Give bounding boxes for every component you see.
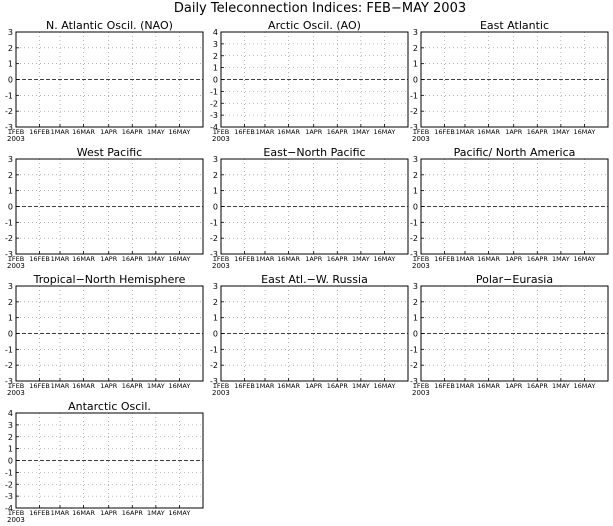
x-tick-label: 1MAY <box>552 128 570 136</box>
panel-title: East Atlantic <box>479 19 550 32</box>
x-tick-label: 1APR <box>305 382 323 390</box>
x-tick-label: 16APR <box>121 128 143 136</box>
year-label: 2003 <box>7 262 25 270</box>
x-tick-label: 16APR <box>121 509 143 517</box>
y-tick-label: 3 <box>212 282 218 291</box>
y-tick-label: -4 <box>210 123 218 132</box>
x-tick-label: 16MAR <box>277 255 300 263</box>
x-tick-label: 1FEB <box>7 509 25 517</box>
y-tick-label: 0 <box>7 202 13 212</box>
x-tick-label: 16MAR <box>477 382 500 390</box>
y-tick-label: -4 <box>5 504 13 513</box>
y-tick-label: 2 <box>412 170 418 180</box>
y-tick-label: 1 <box>412 59 418 69</box>
y-tick-label: -2 <box>5 480 13 490</box>
panel-grid <box>5 19 608 524</box>
x-tick-label: 16FEB <box>234 382 255 390</box>
year-label: 2003 <box>7 135 25 143</box>
y-tick-label: -1 <box>210 87 218 97</box>
y-tick-label: -3 <box>210 250 218 259</box>
y-tick-label: -2 <box>5 107 13 117</box>
y-tick-label: 2 <box>7 170 13 180</box>
y-tick-label: 3 <box>412 28 418 37</box>
x-tick-label: 1MAR <box>255 255 275 263</box>
x-tick-label: 16FEB <box>434 128 455 136</box>
panel-east-atlantic <box>410 19 608 143</box>
x-tick-label: 16MAR <box>277 382 300 390</box>
y-tick-label: 1 <box>7 444 13 454</box>
panel-title: Pacific/ North America <box>453 146 576 159</box>
x-tick-label: 16FEB <box>434 255 455 263</box>
x-tick-label: 16FEB <box>434 382 455 390</box>
y-tick-label: 4 <box>7 409 13 418</box>
x-tick-label: 16FEB <box>234 255 255 263</box>
y-tick-label: 0 <box>7 456 13 466</box>
panel-west-pacific <box>5 146 203 270</box>
x-tick-label: 1MAY <box>147 509 165 517</box>
x-tick-label: 16FEB <box>29 382 50 390</box>
panel-east-north-pacific <box>210 146 408 270</box>
x-tick-label: 1MAR <box>255 128 275 136</box>
x-tick-label: 16MAR <box>477 255 500 263</box>
x-tick-label: 1APR <box>100 509 118 517</box>
y-tick-label: 1 <box>212 63 218 73</box>
x-tick-label: 1APR <box>505 382 523 390</box>
x-tick-label: 1APR <box>100 255 118 263</box>
y-tick-label: 2 <box>212 51 218 61</box>
y-tick-label: 2 <box>7 43 13 53</box>
x-tick-label: 16MAY <box>168 509 191 517</box>
figure-title: Daily Teleconnection Indices: FEB−MAY 2003 <box>173 1 467 16</box>
y-tick-label: 1 <box>7 313 13 323</box>
y-tick-label: 1 <box>212 186 218 196</box>
x-tick-label: 16MAR <box>72 255 95 263</box>
y-tick-label: 1 <box>412 313 418 323</box>
y-tick-label: 3 <box>7 155 13 164</box>
x-tick-label: 1MAR <box>455 128 475 136</box>
y-tick-label: -1 <box>5 468 13 478</box>
panel-title: West Pacific <box>76 146 143 159</box>
panel-n-atlantic-oscil-nao <box>5 19 203 143</box>
y-tick-label: 2 <box>7 297 13 307</box>
year-label: 2003 <box>212 262 230 270</box>
y-tick-label: 2 <box>212 170 218 180</box>
x-tick-label: 16MAY <box>573 255 596 263</box>
panel-tropical-north-hemisphere <box>5 273 203 397</box>
x-tick-label: 16APR <box>326 382 348 390</box>
y-tick-label: 3 <box>212 39 218 49</box>
x-tick-label: 16APR <box>121 255 143 263</box>
panel-east-atl-w-russia <box>210 273 408 397</box>
x-tick-label: 16MAR <box>72 128 95 136</box>
y-tick-label: 1 <box>412 186 418 196</box>
y-tick-label: -1 <box>5 345 13 355</box>
y-tick-label: 3 <box>412 155 418 164</box>
y-tick-label: 0 <box>212 75 218 85</box>
x-tick-label: 1MAY <box>552 255 570 263</box>
y-tick-label: -3 <box>410 377 418 386</box>
x-tick-label: 1APR <box>505 128 523 136</box>
x-tick-label: 1APR <box>305 255 323 263</box>
x-tick-label: 16APR <box>326 255 348 263</box>
x-tick-label: 1APR <box>305 128 323 136</box>
x-tick-label: 16FEB <box>29 128 50 136</box>
x-tick-label: 1MAY <box>147 128 165 136</box>
panel-polar-eurasia <box>410 273 608 397</box>
y-tick-label: -1 <box>410 345 418 355</box>
x-tick-label: 1FEB <box>212 382 230 390</box>
y-tick-label: -1 <box>210 218 218 228</box>
year-label: 2003 <box>412 262 430 270</box>
x-tick-label: 1MAR <box>50 128 70 136</box>
x-tick-label: 16MAY <box>168 382 191 390</box>
y-tick-label: -2 <box>210 361 218 371</box>
x-tick-label: 16MAY <box>373 255 396 263</box>
y-tick-label: -2 <box>5 234 13 244</box>
x-tick-label: 1MAR <box>50 509 70 517</box>
x-tick-label: 16FEB <box>29 255 50 263</box>
x-tick-label: 1MAY <box>352 128 370 136</box>
x-tick-label: 1MAY <box>147 382 165 390</box>
x-tick-label: 1FEB <box>212 128 230 136</box>
y-tick-label: -1 <box>5 218 13 228</box>
x-tick-label: 1MAR <box>50 382 70 390</box>
x-tick-label: 1FEB <box>212 255 230 263</box>
y-tick-label: -2 <box>210 99 218 109</box>
y-tick-label: 0 <box>412 202 418 212</box>
x-tick-label: 16FEB <box>29 509 50 517</box>
y-tick-label: -2 <box>410 234 418 244</box>
year-label: 2003 <box>412 389 430 397</box>
panel-title: N. Atlantic Oscil. (NAO) <box>46 19 173 32</box>
panel-title: East Atl.−W. Russia <box>261 273 368 286</box>
y-tick-label: -1 <box>410 91 418 101</box>
y-tick-label: -3 <box>210 111 218 121</box>
y-tick-label: 3 <box>212 155 218 164</box>
year-label: 2003 <box>212 389 230 397</box>
x-tick-label: 16MAY <box>573 128 596 136</box>
y-tick-label: 0 <box>412 329 418 339</box>
y-tick-label: 1 <box>7 59 13 69</box>
x-tick-label: 1MAY <box>147 255 165 263</box>
y-tick-label: -3 <box>210 377 218 386</box>
x-tick-label: 1MAY <box>352 382 370 390</box>
y-tick-label: -3 <box>5 123 13 132</box>
x-tick-label: 1FEB <box>412 255 430 263</box>
x-tick-label: 16APR <box>526 128 548 136</box>
y-tick-label: 3 <box>7 28 13 37</box>
y-tick-label: 0 <box>7 329 13 339</box>
x-tick-label: 16MAY <box>168 128 191 136</box>
y-tick-label: 0 <box>7 75 13 85</box>
x-tick-label: 1FEB <box>7 382 25 390</box>
y-tick-label: 2 <box>412 43 418 53</box>
y-tick-label: -2 <box>410 361 418 371</box>
year-label: 2003 <box>7 389 25 397</box>
panel-title: Antarctic Oscil. <box>68 400 151 413</box>
y-tick-label: 2 <box>7 432 13 442</box>
y-tick-label: -3 <box>410 250 418 259</box>
x-tick-label: 1MAY <box>352 255 370 263</box>
x-tick-label: 1FEB <box>7 255 25 263</box>
x-tick-label: 16MAY <box>168 255 191 263</box>
x-tick-label: 16APR <box>326 128 348 136</box>
y-tick-label: -1 <box>410 218 418 228</box>
x-tick-label: 16APR <box>121 382 143 390</box>
x-tick-label: 16MAR <box>477 128 500 136</box>
x-tick-label: 16MAR <box>72 509 95 517</box>
x-tick-label: 16APR <box>526 255 548 263</box>
year-label: 2003 <box>212 135 230 143</box>
y-tick-label: 1 <box>212 313 218 323</box>
y-tick-label: -3 <box>5 492 13 502</box>
x-tick-label: 1MAR <box>255 382 275 390</box>
y-tick-label: 3 <box>7 282 13 291</box>
y-tick-label: 3 <box>412 282 418 291</box>
y-tick-label: 4 <box>212 28 218 37</box>
y-tick-label: 2 <box>212 297 218 307</box>
y-tick-label: -3 <box>5 377 13 386</box>
x-tick-label: 1MAR <box>50 255 70 263</box>
x-tick-label: 1FEB <box>412 128 430 136</box>
panel-arctic-oscil-ao <box>210 19 408 143</box>
y-tick-label: -1 <box>210 345 218 355</box>
panel-title: East−North Pacific <box>263 146 366 159</box>
y-tick-label: 3 <box>7 420 13 430</box>
y-tick-label: -2 <box>5 361 13 371</box>
year-label: 2003 <box>7 516 25 524</box>
x-tick-label: 16MAR <box>72 382 95 390</box>
x-tick-label: 1APR <box>100 128 118 136</box>
x-tick-label: 16MAY <box>573 382 596 390</box>
y-tick-label: 0 <box>212 202 218 212</box>
panel-pacific-north-america <box>410 146 608 270</box>
x-tick-label: 16FEB <box>234 128 255 136</box>
panel-title: Polar−Eurasia <box>475 273 554 286</box>
x-tick-label: 1APR <box>100 382 118 390</box>
x-tick-label: 16APR <box>526 382 548 390</box>
x-tick-label: 16MAY <box>373 382 396 390</box>
year-label: 2003 <box>412 135 430 143</box>
y-tick-label: -2 <box>410 107 418 117</box>
x-tick-label: 16MAR <box>277 128 300 136</box>
x-tick-label: 1MAR <box>455 255 475 263</box>
x-tick-label: 16MAY <box>373 128 396 136</box>
y-tick-label: -3 <box>410 123 418 132</box>
x-tick-label: 1MAR <box>455 382 475 390</box>
y-tick-label: 2 <box>412 297 418 307</box>
panel-antarctic-oscil <box>5 400 203 524</box>
y-tick-label: -2 <box>210 234 218 244</box>
x-tick-label: 1FEB <box>412 382 430 390</box>
panel-title: Arctic Oscil. (AO) <box>268 19 361 32</box>
y-tick-label: -1 <box>5 91 13 101</box>
y-tick-label: 1 <box>7 186 13 196</box>
x-tick-label: 1MAY <box>552 382 570 390</box>
y-tick-label: 0 <box>212 329 218 339</box>
x-tick-label: 1FEB <box>7 128 25 136</box>
y-tick-label: -3 <box>5 250 13 259</box>
y-tick-label: 0 <box>412 75 418 85</box>
x-tick-label: 1APR <box>505 255 523 263</box>
panel-title: Tropical−North Hemisphere <box>33 273 186 286</box>
